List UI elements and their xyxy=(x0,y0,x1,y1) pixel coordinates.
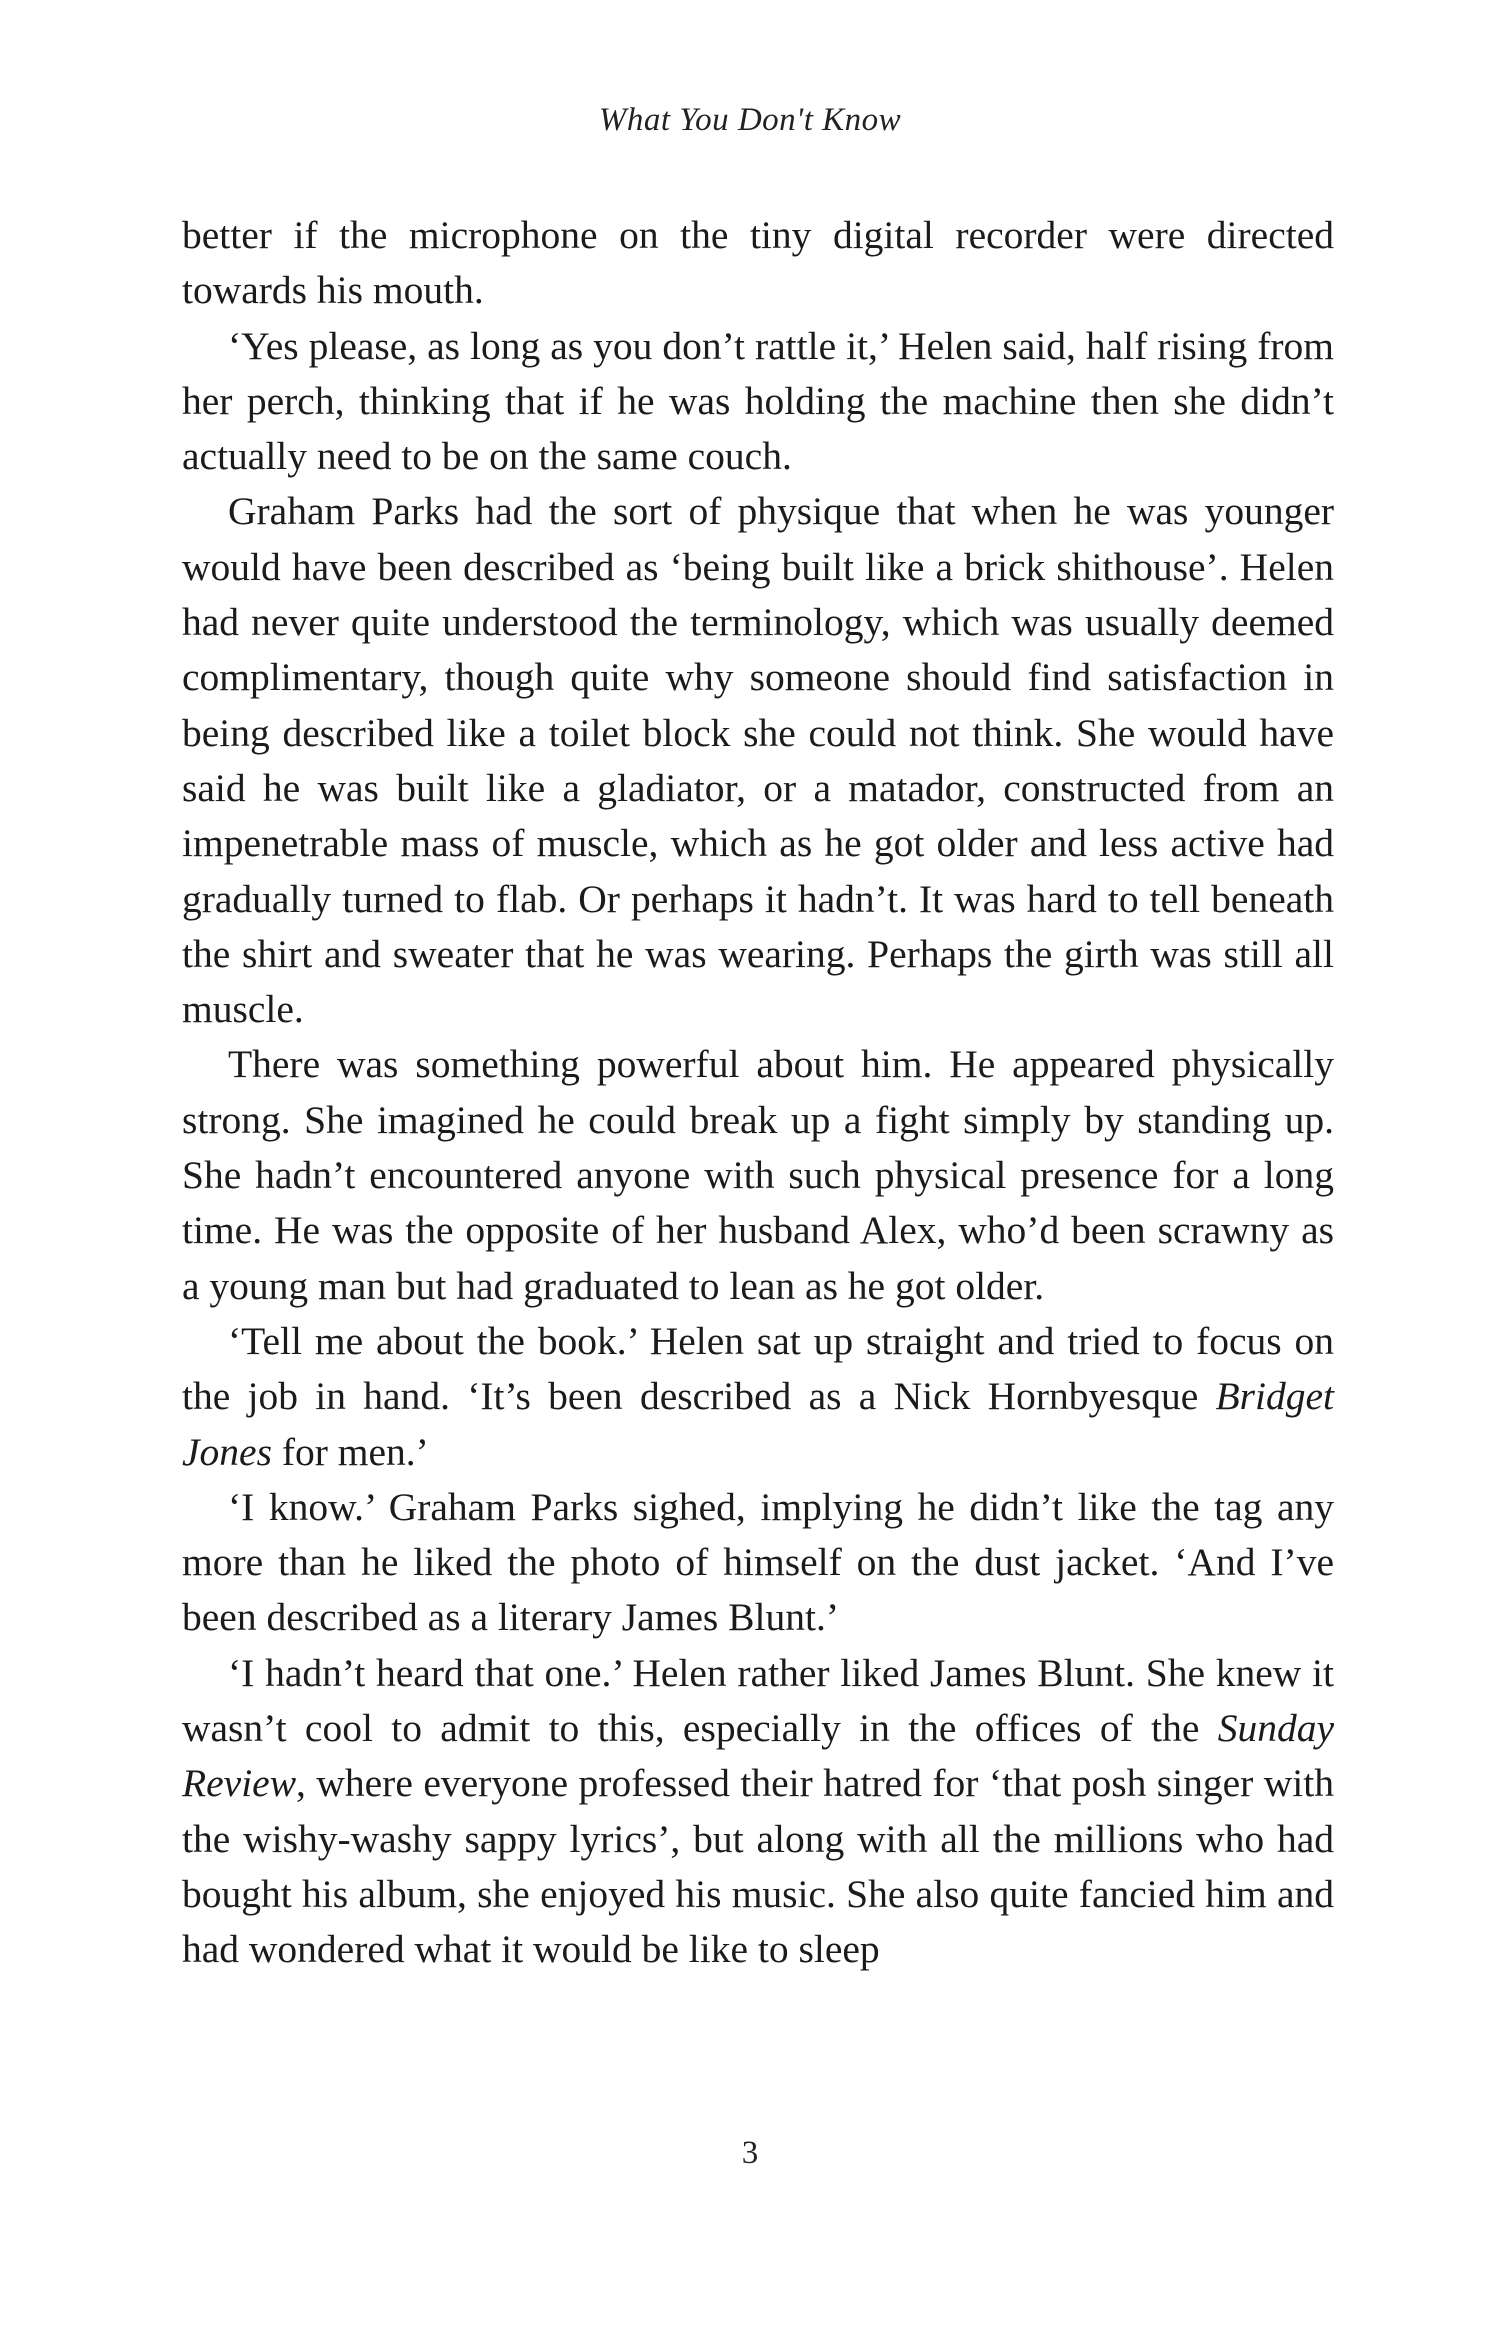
paragraph-6 xyxy=(182,1480,1334,1646)
paragraph-4-run-1: There was something powerful about him. He appeared physically strong. She imagined he could break up a fight simply by standing up. She hadn’t encountered anyone with such physical presence for a long time. He was the opposite of her husband Alex, who’d been scrawny as a young man but had graduated to lean as he got older. xyxy=(182,1042,1334,1308)
running-head: What You Don't Know xyxy=(598,102,902,138)
paragraph-7-run-3: , where everyone professed their hatred for ‘that posh singer with the wishy-washy sappy lyrics’, but along with all the millions who had bought his album, she enjoyed his music. She also quite fancied him and had wondered what it would be like to sleep xyxy=(182,1761,1334,1972)
paragraph-7 xyxy=(182,1646,1334,1978)
paragraph-2 xyxy=(182,319,1334,485)
paragraph-7-run-1: ‘I hadn’t heard that one.’ Helen rather liked James Blunt. She knew it wasn’t cool to admit to this, especially in the offices of the xyxy=(182,1650,1334,1751)
paragraph-5-run-3: for men.’ xyxy=(271,1429,429,1474)
body-text xyxy=(182,208,1334,1978)
paragraph-5-italic-title: Bridget Jones xyxy=(182,1374,1334,1474)
paragraph-6-run-1: ‘I know.’ Graham Parks sighed, implying he didn’t like the tag any more than he liked the photo of himself on the dust jacket. ‘And I’ve been described as a literary James Blunt.’ xyxy=(182,1484,1334,1640)
paragraph-4 xyxy=(182,1037,1334,1313)
paragraph-3 xyxy=(182,484,1334,1037)
paragraph-3-run-1: Graham Parks had the sort of physique that when he was younger would have been described as ‘being built like a brick shithouse’. Helen had never quite understood the terminology, which was usually deemed complimentary, though quite why someone should find satisfaction in being described like a toilet block she could not think. She would have said he was built like a gladiator, or a matador, constructed from an impenetrable mass of muscle, which as he got older and less active had gradually turned to flab. Or perhaps it hadn’t. It was hard to tell beneath the shirt and sweater that he was wearing. Perhaps the girth was still all muscle. xyxy=(182,489,1334,1032)
paragraph-1-run-1: better if the microphone on the tiny digital recorder were directed towards his mouth. xyxy=(182,213,1334,313)
paragraph-1 xyxy=(182,208,1334,319)
page-number: 3 xyxy=(741,2135,759,2171)
paragraph-5 xyxy=(182,1314,1334,1480)
paragraph-5-run-1: ‘Tell me about the book.’ Helen sat up straight and tried to focus on the job in hand. ‘It’s been described as a Nick Hornbyesque xyxy=(182,1318,1334,1419)
paragraph-7-italic-publication: Sunday Review xyxy=(182,1706,1334,1806)
paragraph-2-run-1: ‘Yes please, as long as you don’t rattle it,’ Helen said, half rising from her perch, thinking that if he was holding the machine then she didn’t actually need to be on the same couch. xyxy=(182,323,1334,479)
